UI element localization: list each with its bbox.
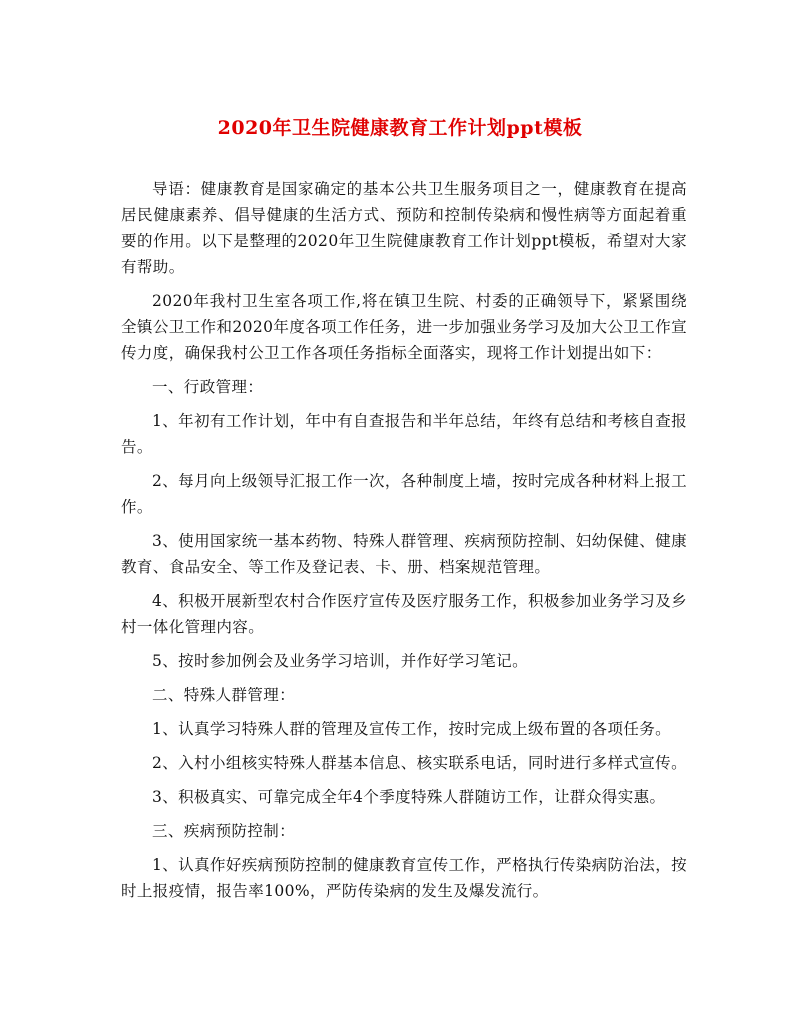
section-heading-special-groups: 二、特殊人群管理： [152,686,296,704]
list-item: 3、积极真实、可靠完成全年4个季度特殊人群随访工作，让群众得实惠。 [152,788,666,806]
paragraph-intro: 导语：健康教育是国家确定的基本公共卫生服务项目之一，健康教育在提高居民健康素养、倡导健康的生活方式、预防和控制传染病和慢性病等方面起着重要的作用。以下是整理的2020年卫生院健康教育工作计划ppt模板，希望对大家有帮助。 [121,180,687,276]
list-item: 1、年初有工作计划，年中有自查报告和半年总结，年终有总结和考核自查报告。 [121,412,687,456]
list-item: 3、使用国家统一基本药物、特殊人群管理、疾病预防控制、妇幼保健、健康教育、食品安全、等工作及登记表、卡、册、档案规范管理。 [121,532,687,576]
document-title: 2020年卫生院健康教育工作计划ppt模板 [217,117,583,139]
document-body [121,176,687,912]
section-heading-admin: 一、行政管理： [152,378,264,396]
list-item: 2、入村小组核实特殊人群基本信息、核实联系电话，同时进行多样式宣传。 [152,754,687,772]
list-item: 2、每月向上级领导汇报工作一次，各种制度上墙，按时完成各种材料上报工作。 [121,472,687,516]
list-item: 1、认真作好疾病预防控制的健康教育宣传工作，严格执行传染病防治法，按时上报疫情，报告率100%，严防传染病的发生及爆发流行。 [121,856,687,900]
list-item: 5、按时参加例会及业务学习培训，并作好学习笔记。 [152,652,528,670]
paragraph-overview: 2020年我村卫生室各项工作,将在镇卫生院、村委的正确领导下，紧紧围绕全镇公卫工作和2020年度各项工作任务，进一步加强业务学习及加大公卫工作宣传力度，确保我村公卫工作各项任务指标全面落实，现将工作计划提出如下： [121,292,687,362]
list-item: 4、积极开展新型农村合作医疗宣传及医疗服务工作，积极参加业务学习及乡村一体化管理内容。 [121,592,687,636]
section-heading-disease-control: 三、疾病预防控制： [152,822,296,840]
list-item: 1、认真学习特殊人群的管理及宣传工作，按时完成上级布置的各项任务。 [152,720,672,738]
